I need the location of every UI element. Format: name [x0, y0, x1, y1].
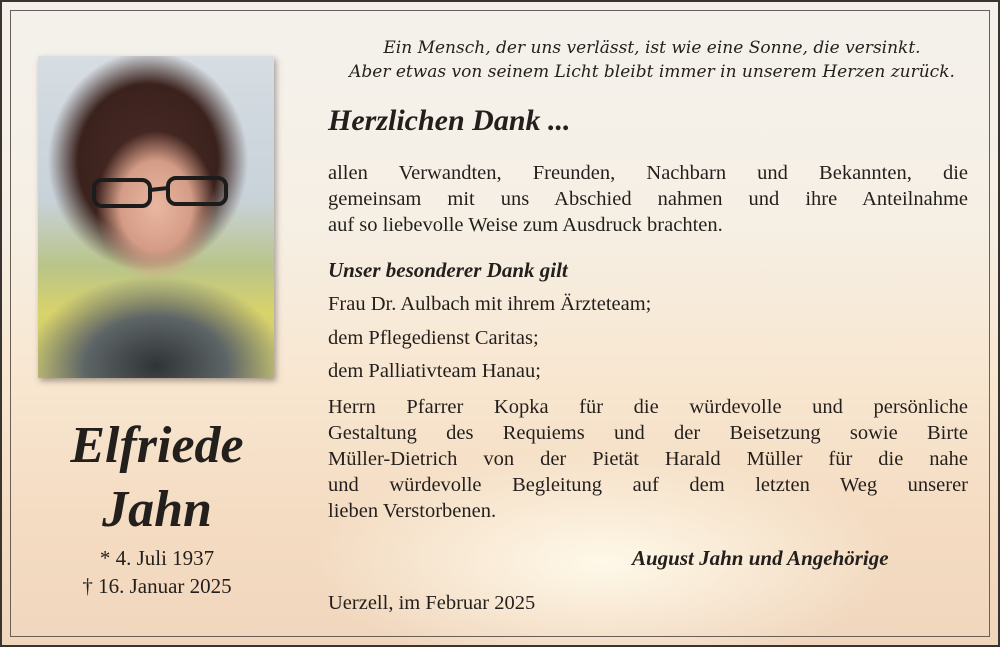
birth-date: * 4. Juli 1937: [99, 546, 215, 570]
pastor-line: Müller-Dietrich von der Pietät Harald Müller für die nahe: [328, 448, 968, 470]
special-item: Frau Dr. Aulbach mit ihrem Ärzteteam;: [328, 293, 652, 315]
signature: August Jahn und Angehörige: [632, 546, 889, 570]
quote-line-2: Aber etwas von seinem Licht bleibt immer in unserem Herzen zurück.: [349, 62, 955, 82]
deceased-last-name: Jahn: [102, 481, 212, 538]
pastor-line: und würdevolle Begleitung auf dem letzten Weg unserer: [328, 474, 968, 496]
pastor-line: Herrn Pfarrer Kopka für die würdevolle und persönliche: [328, 396, 968, 418]
place-date: Uerzell, im Februar 2025: [328, 592, 536, 614]
special-thanks-heading: Unser besonderer Dank gilt: [328, 258, 568, 282]
pastor-line: Gestaltung des Requiems und der Beisetzung sowie Birte: [328, 422, 968, 444]
quote-line-1: Ein Mensch, der uns verlässt, ist wie eine Sonne, die versinkt.: [383, 38, 921, 58]
portrait-photo: [38, 56, 274, 378]
thanks-line: allen Verwandten, Freunden, Nachbarn und Bekannten, die: [328, 162, 968, 184]
deceased-first-name: Elfriede: [70, 417, 244, 474]
glasses-icon: [90, 174, 230, 210]
thanks-heading: Herzlichen Dank ...: [328, 104, 571, 137]
pastor-line: lieben Verstorbenen.: [328, 500, 497, 522]
death-date: † 16. Januar 2025: [82, 574, 232, 598]
thanks-line: auf so liebevolle Weise zum Ausdruck brachten.: [328, 214, 723, 236]
special-item: dem Pflegedienst Caritas;: [328, 327, 539, 349]
thanks-line: gemeinsam mit uns Abschied nahmen und ihre Anteilnahme: [328, 188, 968, 210]
special-item: dem Palliativteam Hanau;: [328, 360, 541, 382]
